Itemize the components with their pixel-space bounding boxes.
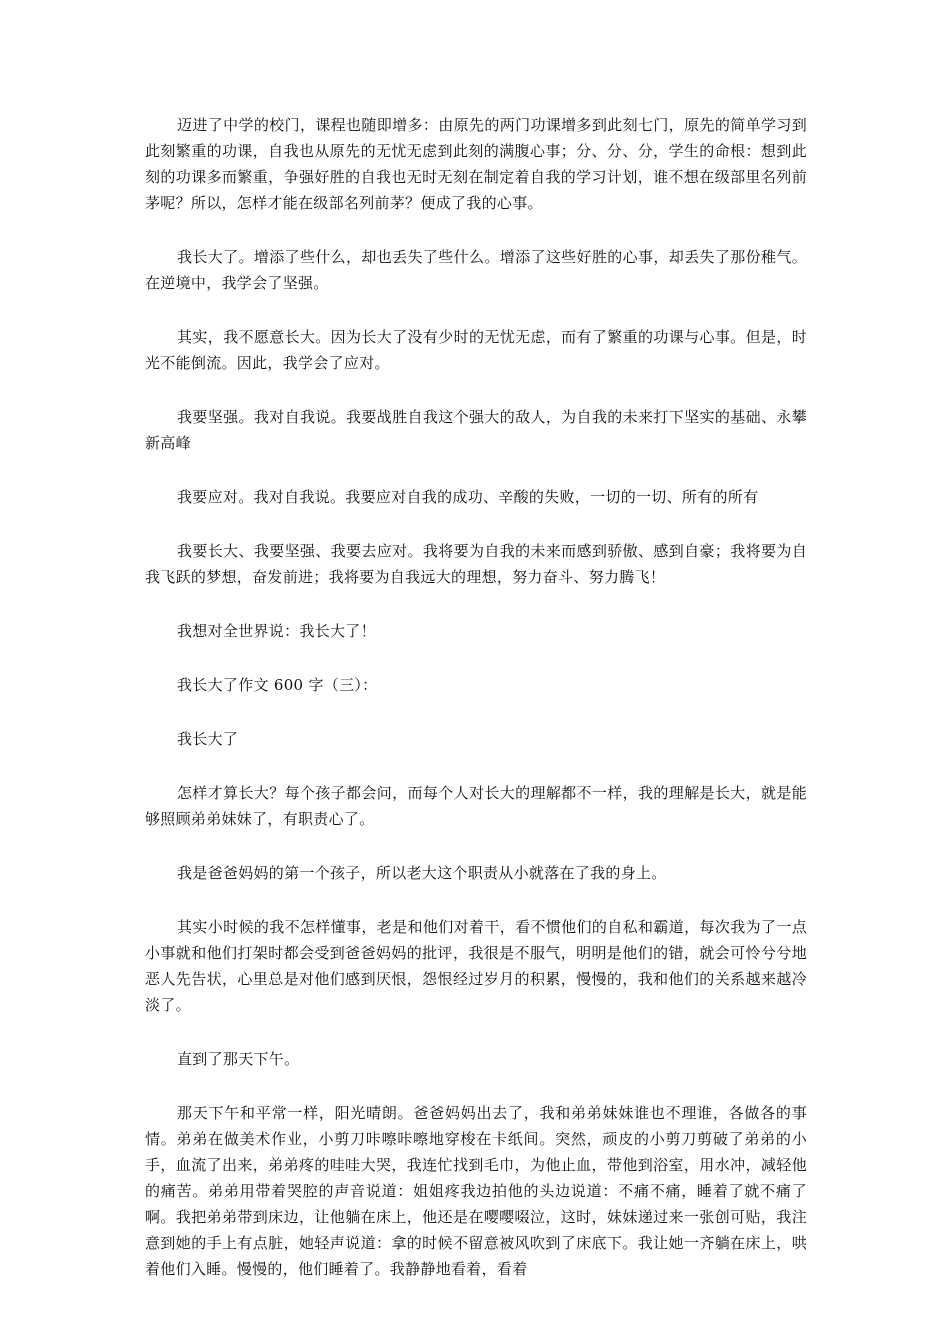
essay-title: 我长大了 [177, 730, 239, 748]
paragraph-14: 那天下午和平常一样，阳光晴朗。爸爸妈妈出去了，我和弟弟妹妹谁也不理谁，各做各的事情。弟弟在做美术作业，小剪刀咔嚓咔嚓地穿梭在卡纸间。突然，顽皮的小剪刀剪破了弟弟的小手，血流了出来，弟弟疼的哇哇大哭，我连忙找到毛巾，为他止血，带他到浴室，用水冲，减轻他的痛苦。弟弟用带着哭腔的声音说道：姐姐疼我边拍他的头边说道：不痛不痛，睡着了就不痛了啊。我把弟弟带到床边，让他躺在床上，他还是在嘤嘤啜泣，这时，妹妹递过来一张创可贴，我注意到她的手上有点脏，她轻声说道：拿的时候不留意被风吹到了床底下。我让她一齐躺在床上，哄着他们入睡。慢慢的，他们睡着了。我静静地看着，看着 [145, 1104, 807, 1278]
paragraph-10: 怎样才算长大？每个孩子都会问，而每个人对长大的理解都不一样，我的理解是长大，就是能够照顾弟弟妹妹了，有职责心了。 [145, 784, 807, 828]
paragraph-4: 我要坚强。我对自我说。我要战胜自我这个强大的敌人，为自我的未来打下坚实的基础、永攀新高峰 [145, 408, 807, 452]
paragraph-6: 我要长大、我要坚强、我要去应对。我将要为自我的未来而感到骄傲、感到自豪；我将要为自我飞跃的梦想，奋发前进；我将要为自我远大的理想，努力奋斗、努力腾飞！ [145, 542, 807, 586]
paragraph-1: 迈进了中学的校门，课程也随即增多：由原先的两门功课增多到此刻七门，原先的简单学习到此刻繁重的功课，自我也从原先的无忧无虑到此刻的满腹心事；分、分、分，学生的命根：想到此刻的功课多而繁重，争强好胜的自我也无时无刻在制定着自我的学习计划，谁不想在级部里名列前茅呢？所以，怎样才能在级部名列前茅？便成了我的心事。 [145, 116, 807, 212]
paragraph-5: 我要应对。我对自我说。我要应对自我的成功、辛酸的失败，一切的一切、所有的所有 [177, 488, 759, 506]
paragraph-3: 其实，我不愿意长大。因为长大了没有少时的无忧无虑，而有了繁重的功课与心事。但是，时光不能倒流。因此，我学会了应对。 [145, 328, 807, 372]
paragraph-11: 我是爸爸妈妈的第一个孩子，所以老大这个职责从小就落在了我的身上。 [177, 864, 667, 882]
document-page [145, 112, 807, 1310]
paragraph-2: 我长大了。增添了些什么，却也丢失了些什么。增添了这些好胜的心事，却丢失了那份稚气。在逆境中，我学会了坚强。 [145, 248, 807, 292]
section-heading: 我长大了作文 600 字（三）： [177, 676, 378, 694]
paragraph-13: 直到了那天下午。 [177, 1050, 300, 1068]
paragraph-7: 我想对全世界说：我长大了！ [177, 622, 376, 640]
paragraph-12: 其实小时候的我不怎样懂事，老是和他们对着干，看不惯他们的自私和霸道，每次我为了一点小事就和他们打架时都会受到爸爸妈妈的批评，我很是不服气，明明是他们的错，就会可怜兮兮地恶人先告状，心里总是对他们感到厌恨，怨恨经过岁月的积累，慢慢的，我和他们的关系越来越冷淡了。 [145, 918, 807, 1014]
